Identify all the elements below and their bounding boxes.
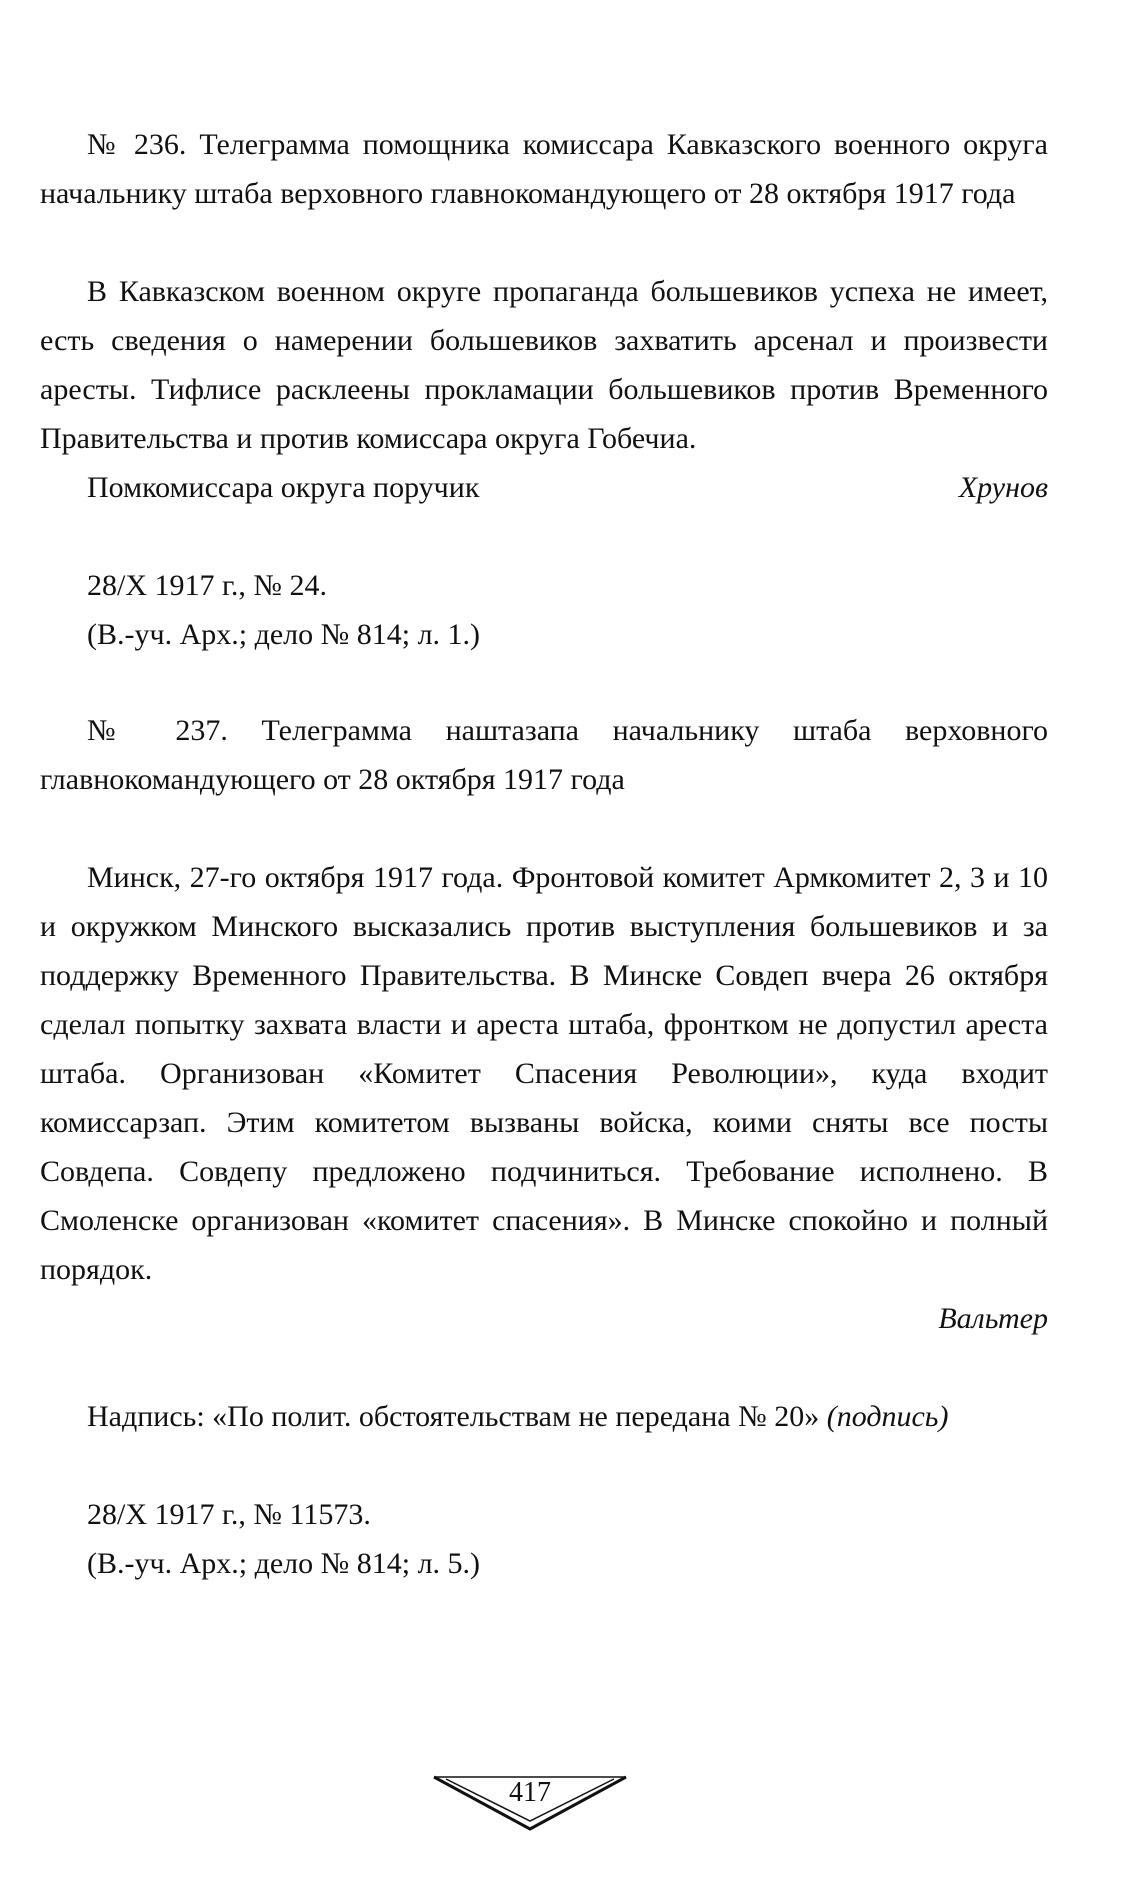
doc-237-date-line: 28/X 1917 г., № 11573. [87,1498,371,1531]
doc-237-signer-name: Вальтер [938,1302,1048,1335]
doc-237-archive-line: (В.-уч. Арх.; дело № 814; л. 5.) [87,1547,481,1580]
doc-236-signer-title: Помкомиссара округа поручик [87,471,480,504]
doc-236-heading: № 236. Телеграмма помощника комиссара Кавказского военного округа начальнику штаба верховного главнокомандующего от 28 октября 1917 года [40,128,1048,210]
doc-237-inscription [40,1392,1048,1441]
document-page [40,120,1048,1588]
spacer [40,1441,1048,1490]
doc-236-signature-line [40,463,1048,512]
inscription-note: (подпись) [826,1400,949,1433]
inscription-text: Надпись: «По полит. обстоятельствам не передана № 20» [87,1400,827,1433]
doc-237-body: Минск, 27-го октября 1917 года. Фронтовой комитет Армкомитет 2, 3 и 10 и окружком Минского высказались против выступления большевиков и за поддержку Временного Правительства. В Минске Совдеп вчера 26 октября сделал попытку захвата власти и ареста штаба, фронтком не допустил ареста штаба. Организован «Комитет Спасения Революции», куда входит комиссарзап. Этим комитетом вызваны войска, коими сняты все посты Совдепа. Совдепу предложено подчиниться. Требование исполнено. В Смоленске организован «комитет спасения». В Минске спокойно и полный порядок. [40,861,1048,1286]
spacer [40,512,1048,561]
doc-236-body: В Кавказском военном округе пропаганда большевиков успеха не имеет, есть сведения о намерении большевиков захватить арсенал и произвести аресты. Тифлисе расклеены прокламации большевиков против Временного Правительства и против комиссара округа Гобечиа. [40,275,1048,455]
doc-236-archive-line: (В.-уч. Арх.; дело № 814; л. 1.) [87,618,481,651]
spacer [40,804,1048,853]
spacer [40,659,1048,706]
doc-236-date-line: 28/X 1917 г., № 24. [87,569,328,602]
page-footer [0,1773,1146,1833]
spacer [40,1343,1048,1392]
doc-236-signer-name: Хрунов [958,471,1048,504]
spacer [40,218,1048,267]
page-number-ornament [430,1773,630,1833]
page-number: 417 [509,1777,551,1808]
doc-237-heading: № 237. Телеграмма наштазапа начальнику штаба верховного главнокомандующего от 28 октября 1917 года [40,714,1048,796]
